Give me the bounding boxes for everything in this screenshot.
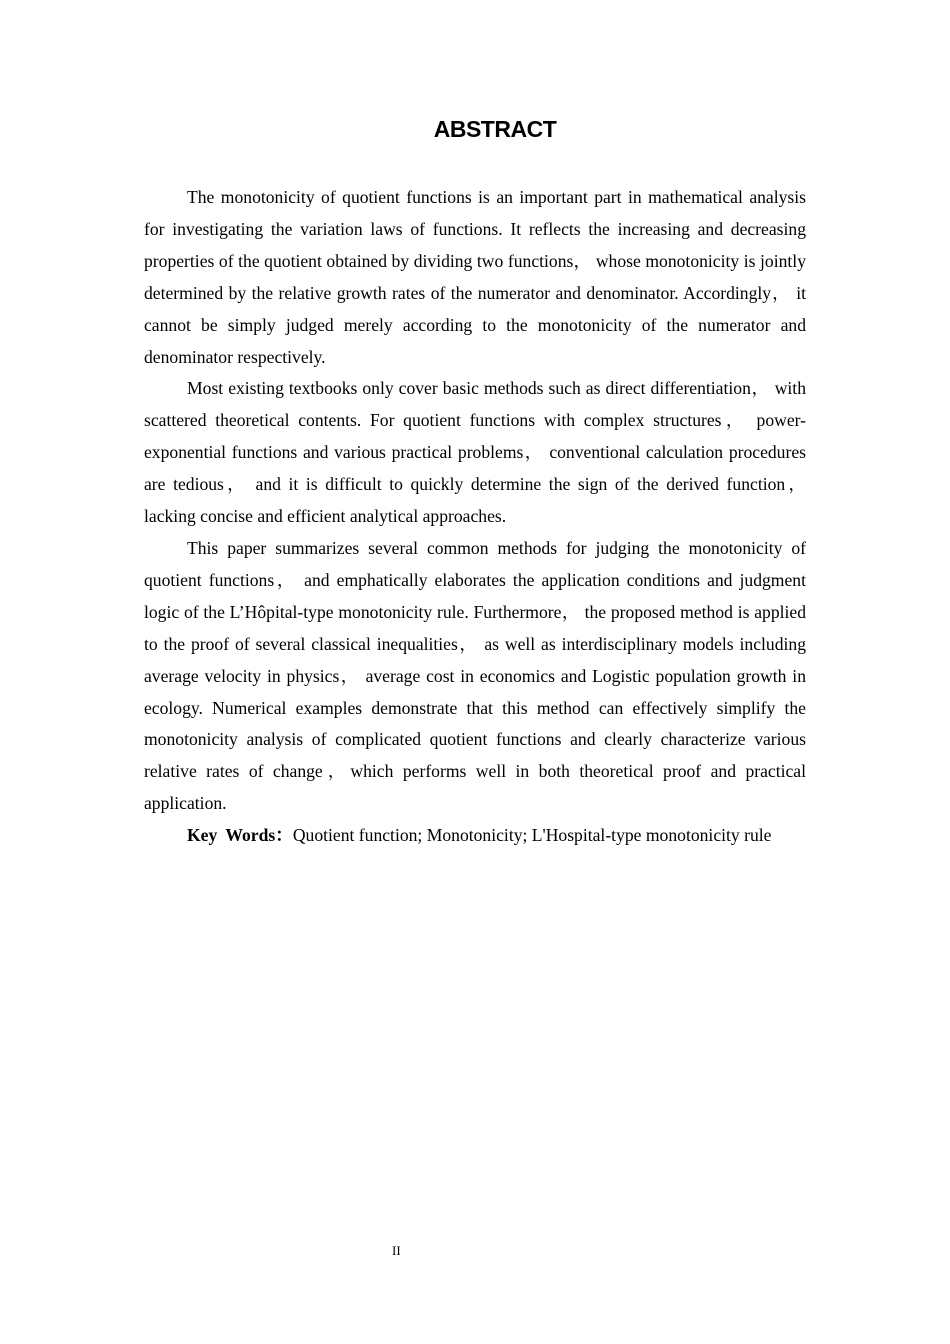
keywords-label: Key Words： xyxy=(187,825,293,846)
keywords-text: Quotient function; Monotonicity; L'Hospital-type monotonicity rule xyxy=(292,825,772,846)
page-number: II xyxy=(392,1243,401,1258)
abstract-title: ABSTRACT xyxy=(433,116,557,142)
abstract-paragraph-3: This paper summarizes several common methods for judging the monotonicity of quotient functions， and emphatically elaborates the application conditions and judgment logic of the L’Hôpital-type monotonicity rule. Furthermore， the proposed method is applied to the proof of several classical inequalities， as well as interdisciplinary models including average velocity in physics， average cost in economics and Logistic population growth in ecology. Numerical examples demonstrate that this method can effectively simplify the monotonicity analysis of complicated quotient functions and clearly characterize various relative rates of change，which performs well in both theoretical proof and practical application. xyxy=(144,537,806,814)
abstract-paragraph-1: The monotonicity of quotient functions is an important part in mathematical analysis for investigating the variation laws of functions. It reflects the increasing and decreasing properties of the quotient obtained by dividing two functions， whose monotonicity is jointly determined by the relative growth rates of the numerator and denominator. Accordingly， it cannot be simply judged merely according to the monotonicity of the numerator and denominator respectively. xyxy=(144,187,806,367)
abstract-paragraph-2: Most existing textbooks only cover basic methods such as direct differentiation， with scattered theoretical contents. For quotient functions with complex structures， power-exponential functions and various practical problems， conventional calculation procedures are tedious， and it is difficult to quickly determine the sign of the derived function， lacking concise and efficient analytical approaches. xyxy=(144,378,806,527)
keywords-line xyxy=(144,820,806,852)
abstract-body xyxy=(144,182,806,852)
